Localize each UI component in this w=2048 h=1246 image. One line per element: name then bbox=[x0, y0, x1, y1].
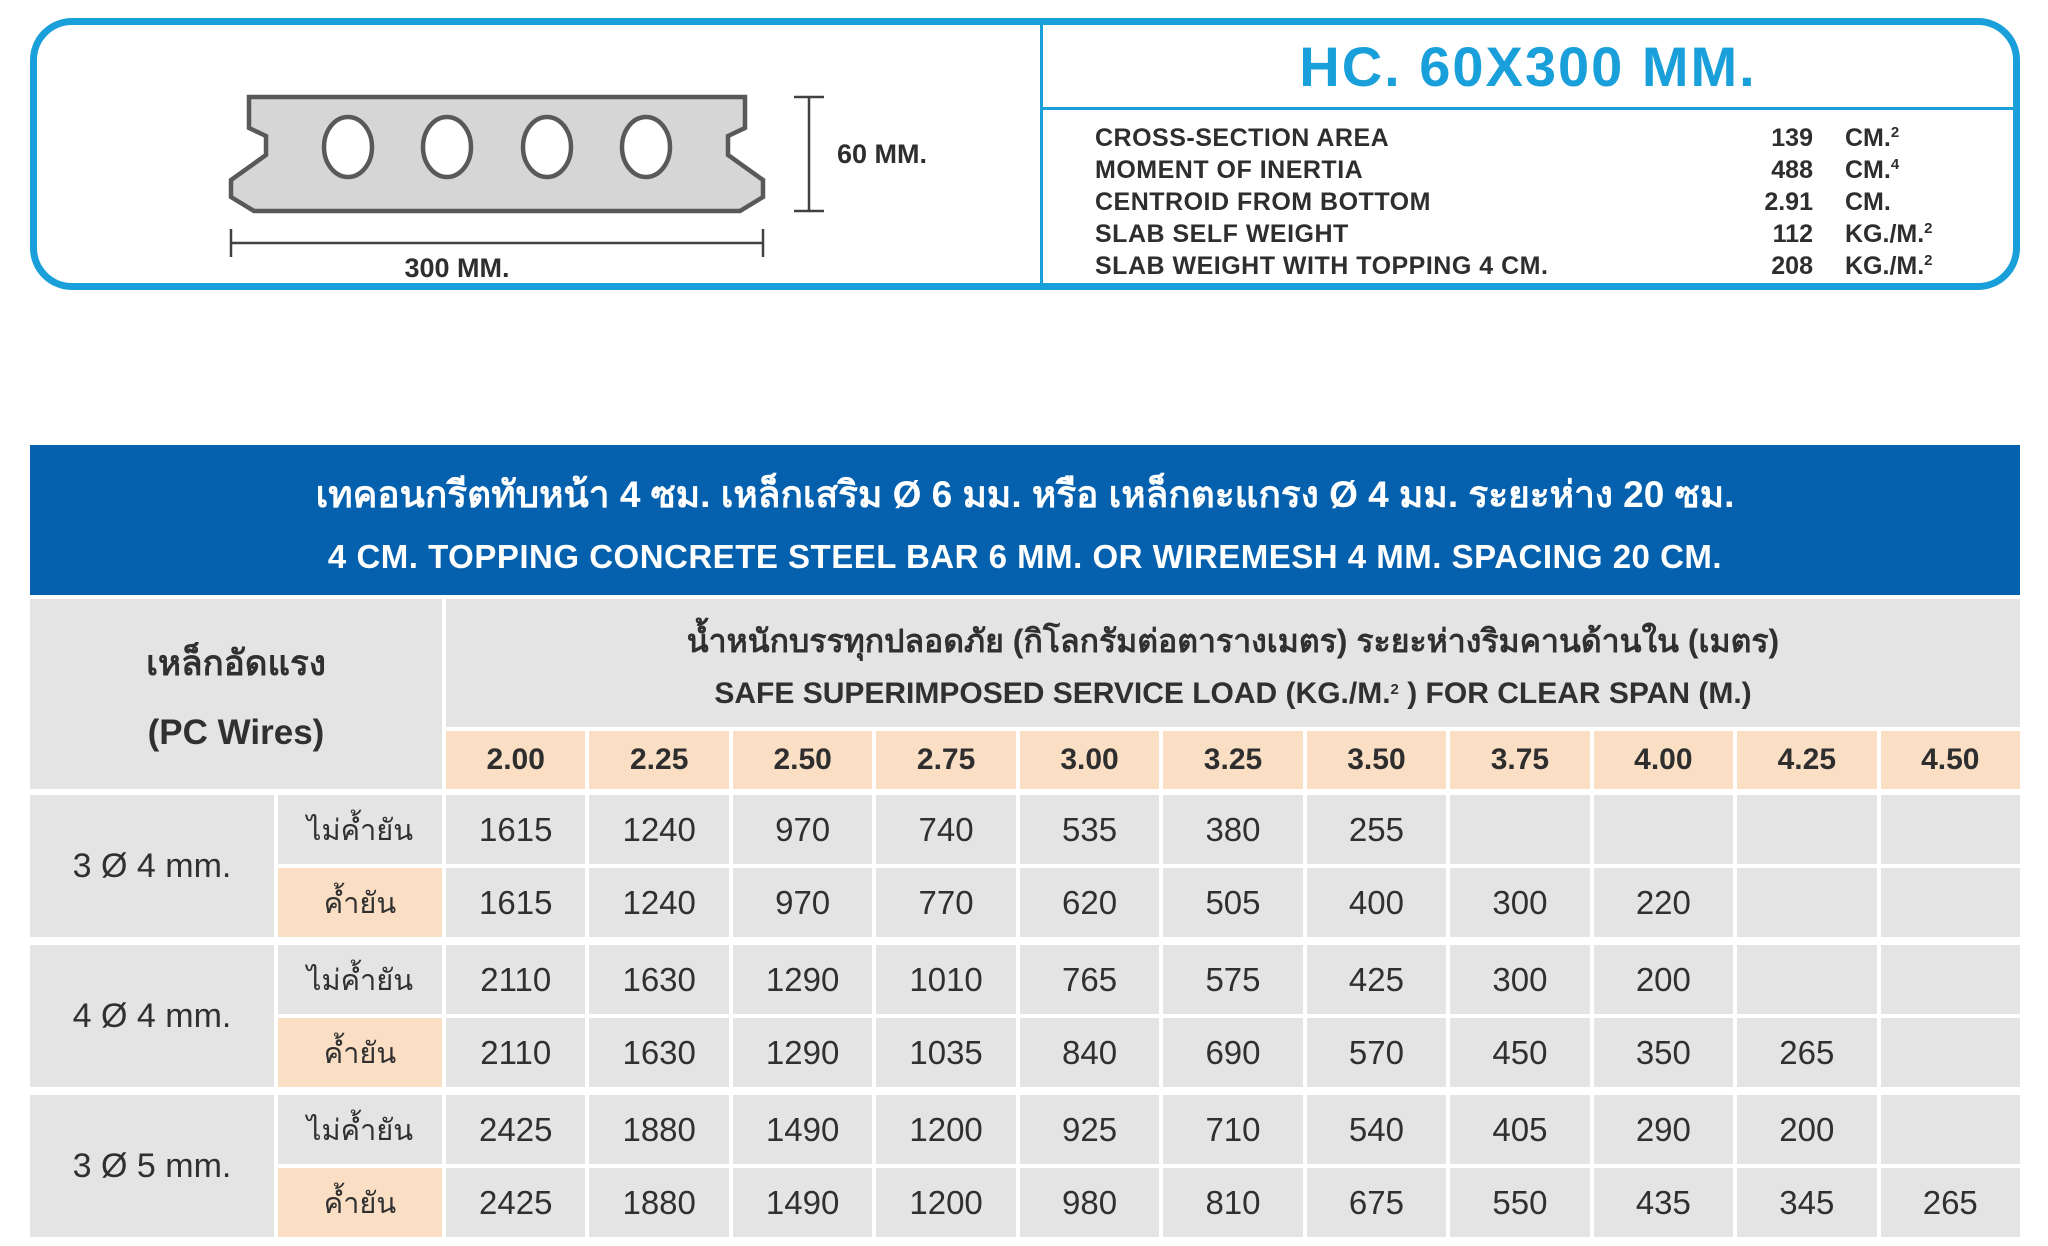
load-value-cell: 1290 bbox=[733, 1018, 872, 1087]
load-value-cell: 1290 bbox=[733, 945, 872, 1014]
spec-label: MOMENT OF INERTIA bbox=[1095, 156, 1364, 184]
load-value-cell bbox=[1737, 945, 1876, 1014]
load-value-cell: 1200 bbox=[876, 1168, 1015, 1237]
row-label-shored: ค้ำยัน bbox=[278, 1018, 442, 1087]
slab-outline bbox=[231, 97, 763, 211]
table-body bbox=[30, 795, 2020, 1237]
load-value-cell: 1240 bbox=[589, 795, 728, 864]
spec-unit-base: CM. bbox=[1845, 156, 1891, 184]
spec-value: 208 bbox=[1771, 252, 1813, 280]
spec-card bbox=[30, 18, 2020, 290]
banner-thai-text: เทคอนกรีตทับหน้า 4 ซม. เหล็กเสริม Ø 6 มม. หรือ เหล็กตะแกรง Ø 4 มม. ระยะห่าง 20 ซม. bbox=[315, 473, 1735, 515]
load-value-cell: 200 bbox=[1594, 945, 1733, 1014]
pc-wires-english-label: (PC Wires) bbox=[147, 712, 325, 752]
group-label: 3 Ø 5 mm. bbox=[30, 1095, 274, 1237]
load-value-cell: 575 bbox=[1163, 945, 1302, 1014]
pc-wire-group bbox=[30, 945, 2020, 1087]
load-value-cell: 710 bbox=[1163, 1095, 1302, 1164]
load-value-cell: 265 bbox=[1737, 1018, 1876, 1087]
load-header-english-sup: 2 bbox=[1390, 680, 1399, 698]
spec-unit-base: KG./M. bbox=[1845, 252, 1925, 280]
span-header-2.75: 2.75 bbox=[876, 731, 1015, 789]
pc-wire-group bbox=[30, 795, 2020, 937]
load-value-cell: 1240 bbox=[589, 868, 728, 937]
slab-core-hole bbox=[622, 117, 670, 177]
spec-row bbox=[1095, 155, 1983, 185]
group-label: 3 Ø 4 mm. bbox=[30, 795, 274, 937]
group-label: 4 Ø 4 mm. bbox=[30, 945, 274, 1087]
load-header-thai: น้ำหนักบรรทุกปลอดภัย (กิโลกรัมต่อตารางเมตร) ระยะห่างริมคานด้านใน (เมตร) bbox=[686, 622, 1780, 659]
load-value-cell: 450 bbox=[1450, 1018, 1589, 1087]
spec-label: CENTROID FROM BOTTOM bbox=[1095, 188, 1431, 216]
spec-row bbox=[1095, 187, 1983, 217]
product-title: HC. 60X300 MM. bbox=[1043, 25, 2013, 110]
load-header-english-suffix: ) FOR CLEAR SPAN (M.) bbox=[1398, 676, 1752, 710]
load-value-cell bbox=[1737, 868, 1876, 937]
spec-unit-superscript: 2 bbox=[1924, 220, 1933, 237]
load-value-cell bbox=[1737, 795, 1876, 864]
load-value-cell: 1490 bbox=[733, 1168, 872, 1237]
spec-label: SLAB WEIGHT WITH TOPPING 4 CM. bbox=[1095, 252, 1549, 280]
load-value-cell: 2425 bbox=[446, 1095, 585, 1164]
load-value-cell: 2110 bbox=[446, 945, 585, 1014]
spec-label: CROSS-SECTION AREA bbox=[1095, 124, 1390, 152]
load-value-cell bbox=[1594, 795, 1733, 864]
load-value-cell: 770 bbox=[876, 868, 1015, 937]
spec-panel bbox=[1040, 25, 2013, 283]
load-table bbox=[30, 445, 2020, 1237]
load-value-cell: 1010 bbox=[876, 945, 1015, 1014]
span-header-2.50: 2.50 bbox=[733, 731, 872, 789]
span-header-3.00: 3.00 bbox=[1020, 731, 1159, 789]
spec-unit bbox=[1813, 187, 1983, 217]
hollow-core-slab-drawing bbox=[37, 25, 1040, 283]
load-header-cell bbox=[446, 599, 2020, 727]
height-dimension-label: 60 MM. bbox=[837, 139, 928, 169]
load-value-cell: 1880 bbox=[589, 1168, 728, 1237]
load-value-cell: 380 bbox=[1163, 795, 1302, 864]
span-header-2.25: 2.25 bbox=[589, 731, 728, 789]
load-value-cell bbox=[1450, 795, 1589, 864]
load-value-cell: 265 bbox=[1881, 1168, 2020, 1237]
spec-unit bbox=[1813, 251, 1983, 285]
load-value-cell: 400 bbox=[1307, 868, 1446, 937]
load-value-cell: 765 bbox=[1020, 945, 1159, 1014]
load-value-cell: 2425 bbox=[446, 1168, 585, 1237]
row-label-unshored: ไม่ค้ำยัน bbox=[278, 945, 442, 1014]
slab-core-hole bbox=[324, 117, 372, 177]
span-header-4.00: 4.00 bbox=[1594, 731, 1733, 789]
spec-unit-superscript: 2 bbox=[1924, 252, 1933, 269]
pc-wire-group bbox=[30, 1095, 2020, 1237]
span-header-3.50: 3.50 bbox=[1307, 731, 1446, 789]
load-header-english-prefix: SAFE SUPERIMPOSED SERVICE LOAD (KG./M. bbox=[714, 676, 1391, 710]
load-value-cell: 220 bbox=[1594, 868, 1733, 937]
load-value-cell: 980 bbox=[1020, 1168, 1159, 1237]
spec-row bbox=[1095, 219, 1983, 249]
load-value-cell: 570 bbox=[1307, 1018, 1446, 1087]
table-banner bbox=[30, 445, 2020, 595]
load-value-cell: 1615 bbox=[446, 868, 585, 937]
load-value-cell: 840 bbox=[1020, 1018, 1159, 1087]
span-header-4.25: 4.25 bbox=[1737, 731, 1876, 789]
load-value-cell bbox=[1881, 1018, 2020, 1087]
load-value-cell: 1630 bbox=[589, 945, 728, 1014]
slab-core-hole bbox=[423, 117, 471, 177]
pc-wires-thai-label: เหล็กอัดแรง bbox=[146, 643, 326, 683]
load-value-cell: 290 bbox=[1594, 1095, 1733, 1164]
load-value-cell: 300 bbox=[1450, 945, 1589, 1014]
load-value-cell: 1630 bbox=[589, 1018, 728, 1087]
load-header-english bbox=[714, 677, 1751, 711]
load-value-cell: 200 bbox=[1737, 1095, 1876, 1164]
load-value-cell bbox=[1881, 945, 2020, 1014]
load-value-cell: 1035 bbox=[876, 1018, 1015, 1087]
spec-unit-base: KG./M. bbox=[1845, 220, 1925, 248]
load-value-cell: 405 bbox=[1450, 1095, 1589, 1164]
load-value-cell: 345 bbox=[1737, 1168, 1876, 1237]
span-header-3.75: 3.75 bbox=[1450, 731, 1589, 789]
load-value-cell: 435 bbox=[1594, 1168, 1733, 1237]
span-header-4.50: 4.50 bbox=[1881, 731, 2020, 789]
span-header-3.25: 3.25 bbox=[1163, 731, 1302, 789]
load-value-cell: 2110 bbox=[446, 1018, 585, 1087]
spec-list bbox=[1043, 110, 2013, 283]
spec-unit-base: CM. bbox=[1845, 188, 1891, 216]
row-label-unshored: ไม่ค้ำยัน bbox=[278, 1095, 442, 1164]
banner-english-text: 4 CM. TOPPING CONCRETE STEEL BAR 6 MM. OR WIREMESH 4 MM. SPACING 20 CM. bbox=[327, 537, 1723, 575]
load-value-cell: 535 bbox=[1020, 795, 1159, 864]
load-value-cell: 970 bbox=[733, 868, 872, 937]
load-value-cell: 620 bbox=[1020, 868, 1159, 937]
spec-unit-base: CM. bbox=[1845, 124, 1891, 152]
load-value-cell: 810 bbox=[1163, 1168, 1302, 1237]
load-value-cell bbox=[1881, 1095, 2020, 1164]
row-label-shored: ค้ำยัน bbox=[278, 868, 442, 937]
row-label-unshored: ไม่ค้ำยัน bbox=[278, 795, 442, 864]
load-value-cell: 540 bbox=[1307, 1095, 1446, 1164]
spec-row bbox=[1095, 123, 1983, 153]
load-value-cell: 425 bbox=[1307, 945, 1446, 1014]
spec-value: 139 bbox=[1771, 124, 1813, 152]
load-value-cell: 925 bbox=[1020, 1095, 1159, 1164]
spec-value: 112 bbox=[1772, 220, 1813, 248]
load-value-cell: 970 bbox=[733, 795, 872, 864]
spec-unit bbox=[1813, 219, 1983, 253]
spec-unit bbox=[1813, 123, 1983, 157]
load-value-cell: 255 bbox=[1307, 795, 1446, 864]
cross-section-diagram bbox=[37, 25, 1040, 283]
load-value-cell: 690 bbox=[1163, 1018, 1302, 1087]
load-value-cell: 300 bbox=[1450, 868, 1589, 937]
pc-wires-header-cell bbox=[30, 599, 442, 789]
slab-core-hole bbox=[523, 117, 571, 177]
width-dimension-label: 300 MM. bbox=[404, 253, 510, 283]
spec-unit bbox=[1813, 155, 1983, 189]
load-value-cell: 1615 bbox=[446, 795, 585, 864]
load-value-cell: 1490 bbox=[733, 1095, 872, 1164]
load-value-cell bbox=[1881, 868, 2020, 937]
spec-label: SLAB SELF WEIGHT bbox=[1095, 220, 1349, 248]
load-value-cell: 675 bbox=[1307, 1168, 1446, 1237]
spec-value: 2.91 bbox=[1764, 188, 1813, 216]
spec-value: 488 bbox=[1771, 156, 1813, 184]
table-header bbox=[30, 599, 2020, 789]
load-value-cell: 350 bbox=[1594, 1018, 1733, 1087]
load-value-cell: 550 bbox=[1450, 1168, 1589, 1237]
load-value-cell bbox=[1881, 795, 2020, 864]
span-header-2.00: 2.00 bbox=[446, 731, 585, 789]
load-value-cell: 1880 bbox=[589, 1095, 728, 1164]
spec-unit-superscript: 2 bbox=[1890, 124, 1900, 141]
load-value-cell: 505 bbox=[1163, 868, 1302, 937]
load-value-cell: 1200 bbox=[876, 1095, 1015, 1164]
spec-unit-superscript: 4 bbox=[1890, 156, 1900, 173]
spec-row bbox=[1095, 251, 1983, 281]
load-value-cell: 740 bbox=[876, 795, 1015, 864]
row-label-shored: ค้ำยัน bbox=[278, 1168, 442, 1237]
